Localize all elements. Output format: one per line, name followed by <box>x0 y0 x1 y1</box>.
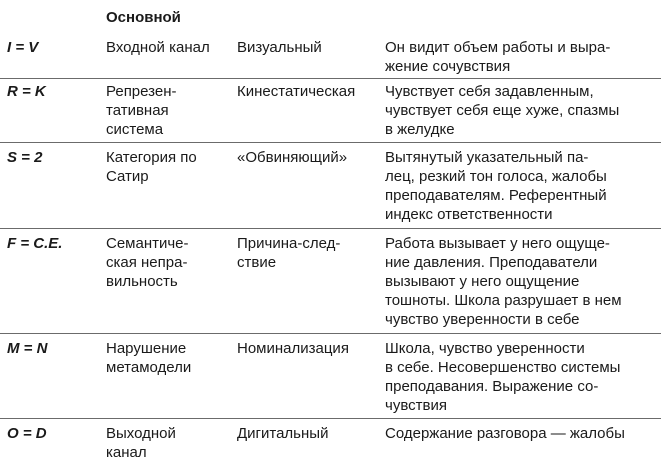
category-cell: Входной канал <box>106 39 210 56</box>
code-cell: R = K <box>7 83 46 100</box>
description-cell: Чувствует себя задавленным, чувствует себя еще хуже, спазмы в желудке <box>385 83 620 138</box>
type-cell: Визуальный <box>237 39 322 56</box>
description-cell: Он видит объем работы и выра- жение сочувствия <box>385 39 611 75</box>
code-cell: I = V <box>7 39 39 56</box>
code-cell: M = N <box>7 340 48 357</box>
type-cell: Дигитальный <box>237 425 329 442</box>
row-divider <box>0 418 661 419</box>
description-cell: Школа, чувство уверенности в себе. Несовершенство системы преподавания. Выражение со- чувствия <box>385 340 621 414</box>
row-divider <box>0 142 661 143</box>
category-cell: Репрезен- тативная система <box>106 83 177 138</box>
description-cell: Вытянутый указательный па- лец, резкий тон голоса, жалобы преподавателям. Референтный индекс ответственности <box>385 149 607 223</box>
type-cell: Кинестатическая <box>237 83 356 100</box>
code-cell: F = C.E. <box>7 235 63 252</box>
row-divider <box>0 78 661 79</box>
category-cell: Семантиче- ская непра- вильность <box>106 235 189 290</box>
table-header: Основной <box>106 9 181 26</box>
type-cell: Номинализация <box>237 340 349 357</box>
code-cell: S = 2 <box>7 149 43 166</box>
category-cell: Нарушение метамодели <box>106 340 192 376</box>
category-cell: Выходной канал <box>106 425 176 461</box>
row-divider <box>0 228 661 229</box>
type-cell: «Обвиняющий» <box>237 149 348 166</box>
description-cell: Содержание разговора — жалобы <box>385 425 625 442</box>
code-cell: O = D <box>7 425 47 442</box>
type-cell: Причина-след- ствие <box>237 235 341 271</box>
category-cell: Категория по Сатир <box>106 149 197 185</box>
description-cell: Работа вызывает у него ощуще- ние давления. Преподаватели вызывают у него ощущение тошноты. Школа разрушает в нем чувство уверенности в себе <box>385 235 622 328</box>
row-divider <box>0 333 661 334</box>
